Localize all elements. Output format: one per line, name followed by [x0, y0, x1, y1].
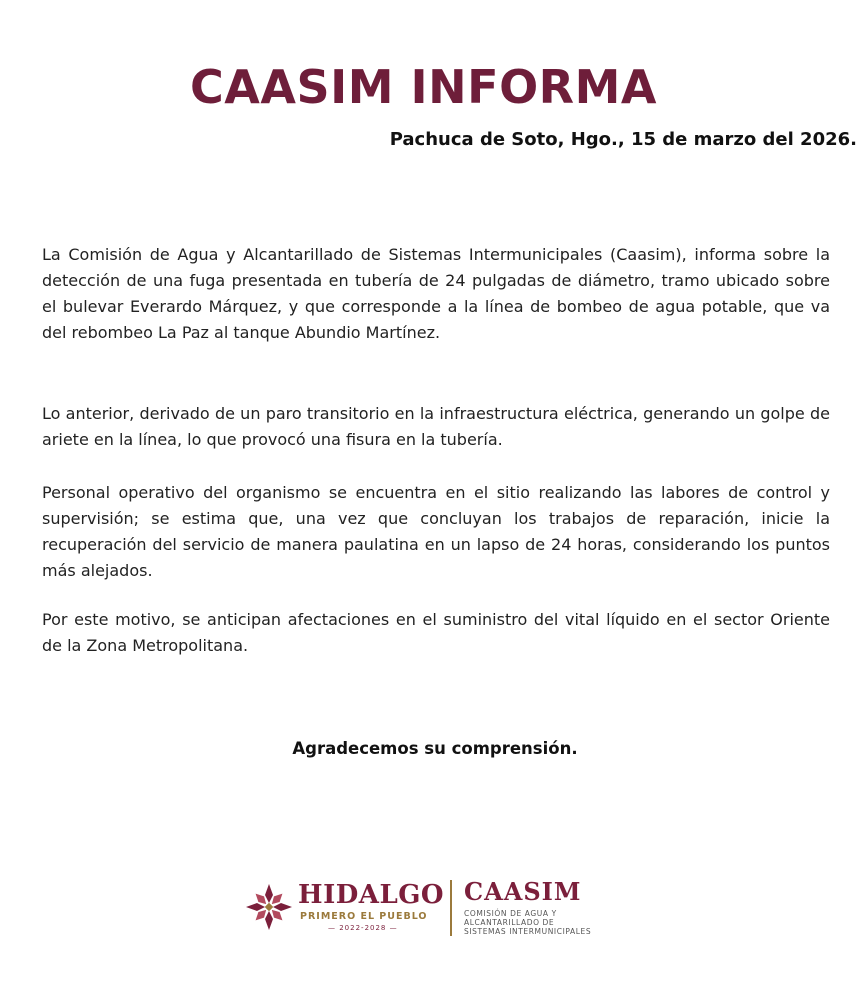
- hidalgo-years: — 2022-2028 —: [328, 924, 398, 932]
- caasim-subtitle-line: ALCANTARILLADO DE: [464, 918, 555, 927]
- footer-logos: [244, 878, 624, 940]
- hidalgo-logo-text: HIDALGO: [298, 880, 445, 910]
- caasim-logo-text: CAASIM: [464, 877, 582, 906]
- paragraph-reparacion: Personal operativo del organismo se encuentra en el sitio realizando las labores de control y supervisión; se estima que, una vez que concluyan los trabajos de reparación, inicie la recuperación del servicio de manera paulatina en un lapso de 24 horas, considerando los puntos más alejados.: [42, 483, 830, 580]
- closing-text: Agradecemos su comprensión.: [292, 739, 578, 758]
- dateline: Pachuca de Soto, Hgo., 15 de marzo del 2026.: [389, 129, 857, 150]
- paragraph-causa: Lo anterior, derivado de un paro transitorio en la infraestructura eléctrica, generando un golpe de ariete en la línea, lo que provocó una fisura en la tubería.: [42, 404, 830, 449]
- caasim-subtitle-line: SISTEMAS INTERMUNICIPALES: [464, 927, 592, 936]
- hidalgo-tagline: PRIMERO EL PUEBLO: [300, 911, 428, 922]
- paragraph-afectaciones: Por este motivo, se anticipan afectaciones en el suministro del vital líquido en el sector Oriente de la Zona Metropolitana.: [42, 610, 830, 655]
- page-title: CAASIM INFORMA: [190, 59, 657, 114]
- hidalgo-flower-icon: [244, 882, 294, 932]
- logo-divider: [450, 880, 452, 936]
- paragraph-fuga: La Comisión de Agua y Alcantarillado de Sistemas Intermunicipales (Caasim), informa sobre la detección de una fuga presentada en tubería de 24 pulgadas de diámetro, tramo ubicado sobre el bulevar Everardo Márquez, y que corresponde a la línea de bombeo de agua potable, que va del rebombeo La Paz al tanque Abundio Martínez.: [42, 245, 830, 342]
- caasim-subtitle-line: COMISIÓN DE AGUA Y: [464, 909, 557, 918]
